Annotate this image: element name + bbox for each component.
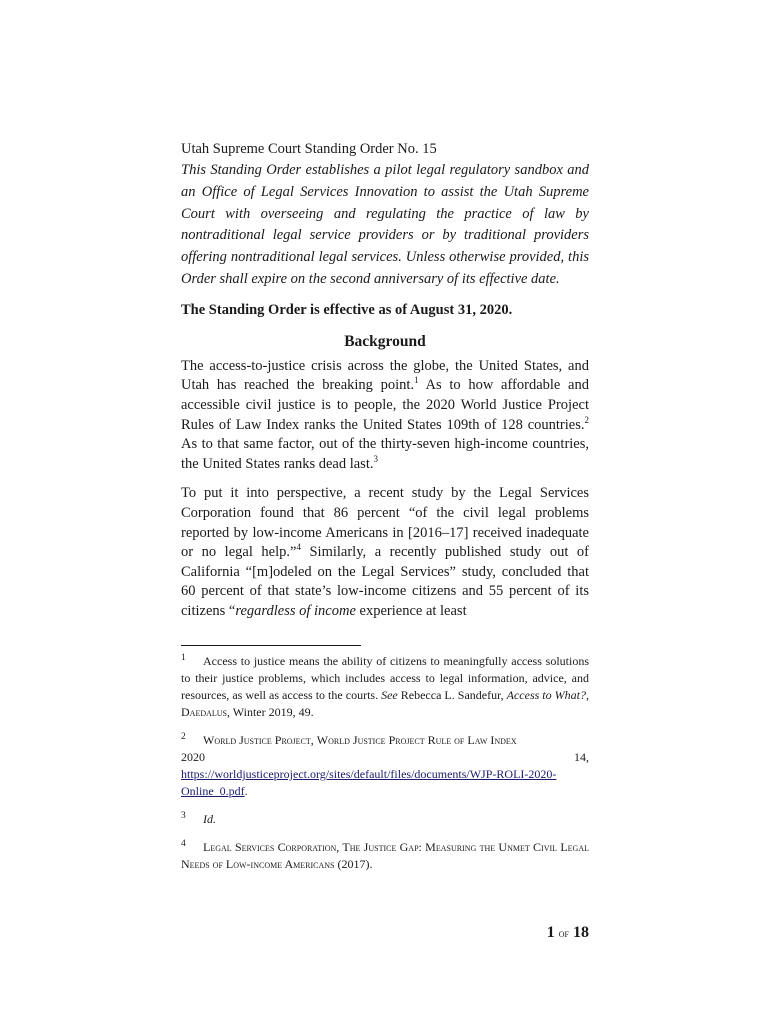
footnote-2-year: 2020 — [181, 750, 205, 764]
footnote-1-sep: , — [586, 688, 589, 702]
footnote-3-text: Id. — [203, 812, 216, 826]
intro-paragraph: This Standing Order establishes a pilot legal regulatory sandbox and an Office of Legal Services Innovation to assist the Utah Supreme Court with overseeing and regulating the practice of law by nontraditional legal service providers or by traditional providers offering nontraditional legal services. Unless otherwise provided, this Order shall expire on the second anniversary of its effective date. — [181, 162, 589, 287]
footnote-ref-3[interactable]: 3 — [373, 453, 378, 464]
footnote-4-text: Legal Services Corporation, The Justice Gap: Measuring the Unmet Civil Legal Needs of Low-income Americans — [181, 840, 589, 871]
page-title: Utah Supreme Court Standing Order No. 15 — [181, 141, 437, 157]
footnote-1-see: See — [381, 688, 398, 702]
body-paragraph-2 — [181, 484, 589, 621]
footnote-2-tail: . — [244, 784, 248, 798]
para2-text-3: experience at least — [355, 602, 467, 619]
para2-text-2: Similarly, a recently published study out of California “[m]odeled on the Legal Services” study, concluded that 60 percent of that state’s low-income citizens and 55 percent of its citizens “ — [181, 544, 589, 619]
para2-emphasis: regardless of income — [235, 602, 356, 619]
page-number-current: 1 — [546, 924, 555, 941]
footnote-ref-2[interactable]: 2 — [584, 414, 589, 425]
footnote-2-work: World Justice Project Rule of Law Index — [316, 733, 517, 747]
footnote-1-tail: , Winter 2019, 49. — [227, 705, 314, 719]
footnote-3: 3 Id. — [181, 811, 216, 826]
page-number — [547, 924, 589, 942]
footnote-2-sep: , — [310, 733, 317, 747]
footnote-2-link[interactable]: https://worldjusticeproject.org/sites/default/files/documents/WJP-ROLI-2020-Online_0.pdf — [181, 767, 557, 798]
footnote-ref-1[interactable]: 1 — [414, 375, 419, 386]
footnote-1-work: Access to What? — [506, 688, 586, 702]
footnote-1-author: Rebecca L. Sandefur, — [397, 688, 507, 702]
footnote-2-author: World Justice Project — [203, 733, 311, 747]
document-body — [181, 138, 589, 632]
footnote-1-text: Access to justice means the ability of citizens to meaningfully access solutions to their justice problems, which includes access to legal information, advice, and resources, as well as access to the courts. — [181, 654, 589, 702]
para1-text-3: As to that same factor, out of the thirty-seven high-income countries, the United States ranks dead last. — [181, 436, 589, 472]
para1-text-1: The access-to-justice crisis across the globe, the United States, and Utah has reached the breaking point. — [181, 357, 589, 394]
footnote-2: 2 World Justice Project, World Justice Project Rule of Law Index 2020 14, https://worldjusticeproject.org/sites/default/files/documents/WJP-ROLI-2020-Online_0.pdf. — [181, 732, 589, 798]
effective-date: The Standing Order is effective as of August 31, 2020. — [181, 301, 513, 318]
footnote-divider — [181, 645, 361, 646]
section-heading: Background — [344, 332, 426, 350]
footnote-ref-4[interactable]: 4 — [296, 542, 301, 553]
footnote-4-tail: (2017). — [334, 857, 373, 871]
page-number-total: 18 — [573, 924, 589, 941]
footnote-4: 4 Legal Services Corporation, The Justice Gap: Measuring the Unmet Civil Legal Needs of Low-income Americans (2017). — [181, 839, 589, 871]
footnote-1-journal: Daedalus — [181, 705, 227, 719]
para1-text-2: As to how affordable and accessible civil justice is to people, the 2020 World Justice Project Rules of Law Index ranks the United States 109th of 128 countries. — [181, 377, 589, 433]
footnote-2-page: 14, — [574, 750, 589, 764]
body-paragraph-1 — [181, 357, 589, 475]
footnotes-section — [181, 653, 589, 884]
para2-text-1: To put it into perspective, a recent study by the Legal Services Corporation found that 86 percent “of the civil legal problems reported by low-income Americans in [2016–17] received inadequate or no legal help.” — [181, 485, 589, 561]
footnote-1: 1 Access to justice means the ability of citizens to meaningfully access solutions to their justice problems, which includes access to legal information, advice, and resources, as well as access to the courts. See Rebecca L. Sandefur, Access to What?, Daedalus, Winter 2019, 49. — [181, 653, 589, 719]
page-number-of: of — [558, 928, 569, 940]
